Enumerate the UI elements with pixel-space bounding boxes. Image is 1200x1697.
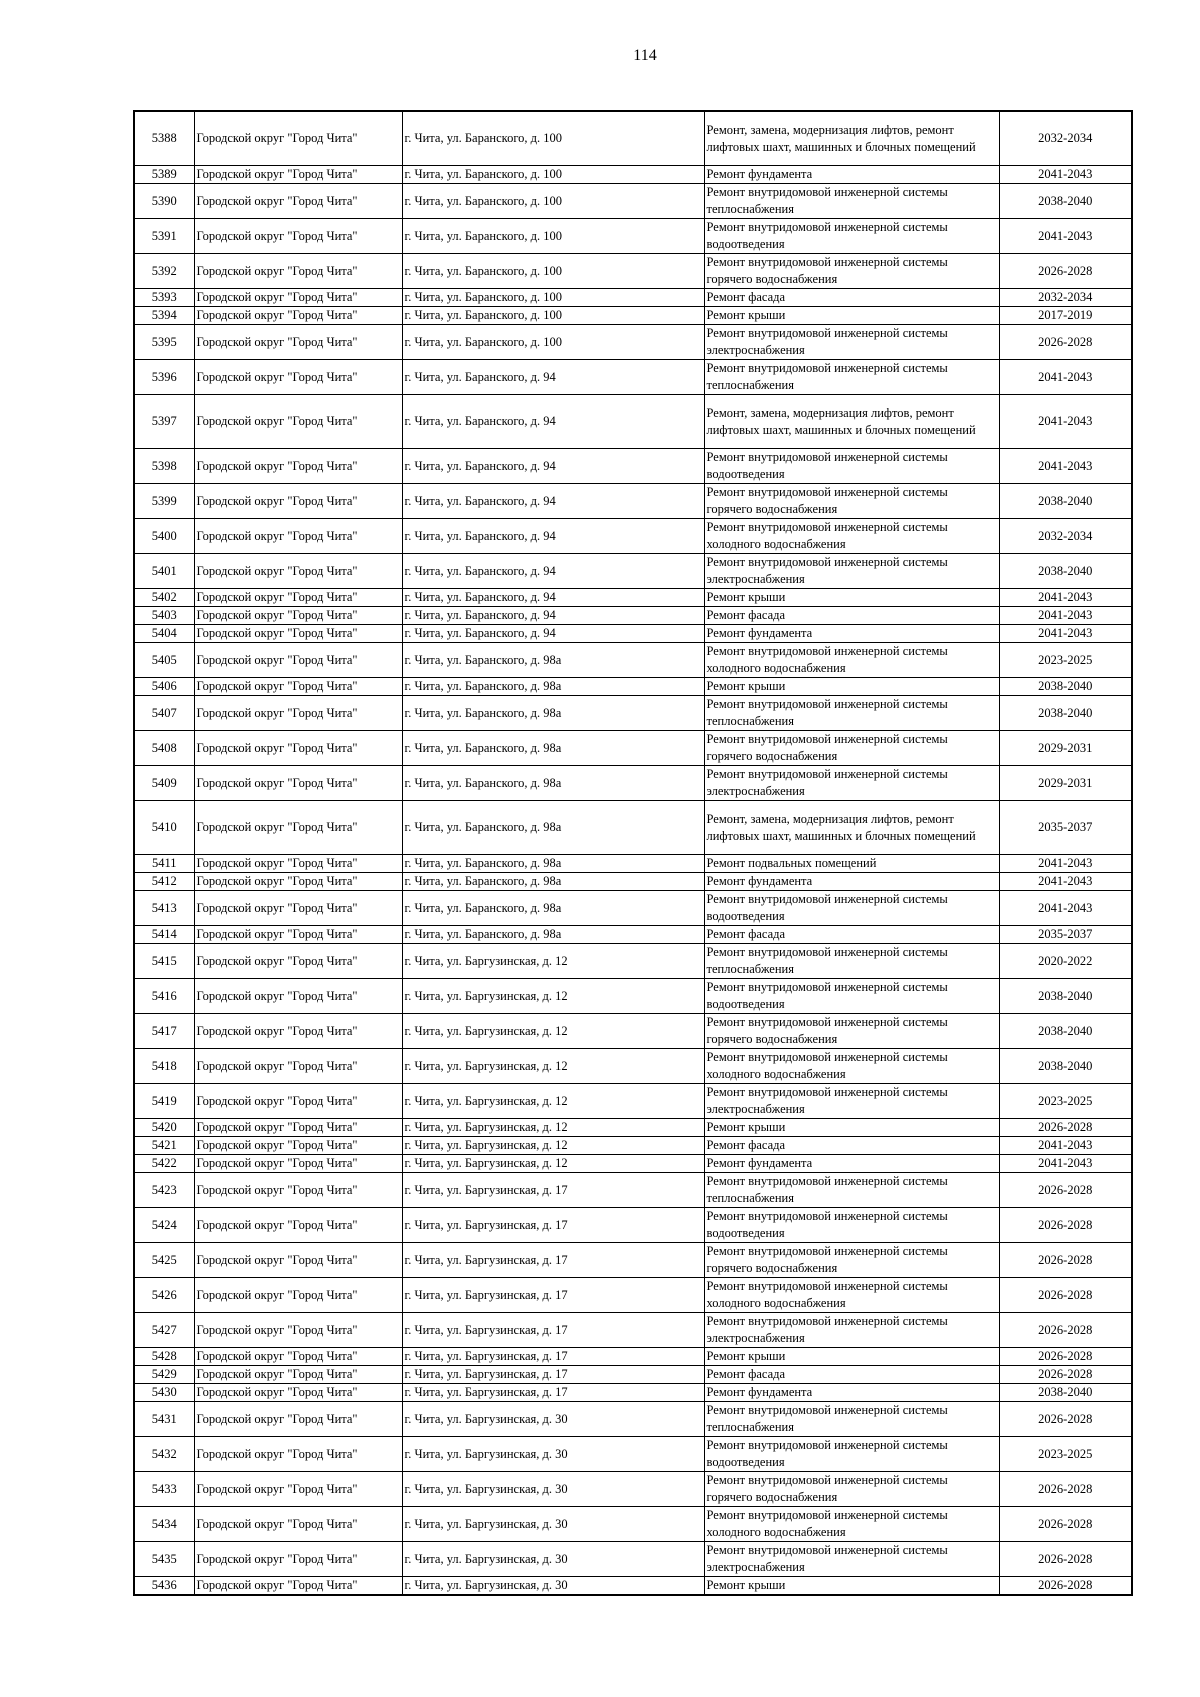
table-row — [134, 643, 1132, 678]
work-type-cell: Ремонт крыши — [704, 307, 999, 325]
municipality-cell: Городской округ "Город Чита" — [194, 1137, 402, 1155]
row-number: 5397 — [134, 395, 194, 449]
address-cell: г. Чита, ул. Баранского, д. 94 — [402, 449, 704, 484]
address-cell: г. Чита, ул. Баранского, д. 98а — [402, 731, 704, 766]
address-cell: г. Чита, ул. Баранского, д. 100 — [402, 325, 704, 360]
period-cell: 2041-2043 — [999, 360, 1132, 395]
address-cell: г. Чита, ул. Баргузинская, д. 12 — [402, 1137, 704, 1155]
municipality-cell: Городской округ "Город Чита" — [194, 1208, 402, 1243]
row-number: 5401 — [134, 554, 194, 589]
address-cell: г. Чита, ул. Баранского, д. 100 — [402, 289, 704, 307]
work-type-cell: Ремонт внутридомовой инженерной системы горячего водоснабжения — [704, 731, 999, 766]
row-number: 5421 — [134, 1137, 194, 1155]
row-number: 5407 — [134, 696, 194, 731]
address-cell: г. Чита, ул. Баранского, д. 94 — [402, 519, 704, 554]
work-type-cell: Ремонт, замена, модернизация лифтов, ремонт лифтовых шахт, машинных и блочных помещений — [704, 395, 999, 449]
table-row — [134, 855, 1132, 873]
municipality-cell: Городской округ "Город Чита" — [194, 1049, 402, 1084]
row-number: 5432 — [134, 1437, 194, 1472]
row-number: 5415 — [134, 944, 194, 979]
row-number: 5391 — [134, 219, 194, 254]
address-cell: г. Чита, ул. Баранского, д. 98а — [402, 643, 704, 678]
table-row — [134, 1402, 1132, 1437]
work-type-cell: Ремонт фасада — [704, 1366, 999, 1384]
table-row — [134, 1577, 1132, 1596]
row-number: 5423 — [134, 1173, 194, 1208]
work-type-cell: Ремонт фасада — [704, 926, 999, 944]
row-number: 5414 — [134, 926, 194, 944]
address-cell: г. Чита, ул. Баранского, д. 100 — [402, 184, 704, 219]
table-row — [134, 926, 1132, 944]
row-number: 5435 — [134, 1542, 194, 1577]
table-row — [134, 360, 1132, 395]
table-row — [134, 1173, 1132, 1208]
work-type-cell: Ремонт внутридомовой инженерной системы горячего водоснабжения — [704, 484, 999, 519]
work-type-cell: Ремонт внутридомовой инженерной системы водоотведения — [704, 979, 999, 1014]
table-row — [134, 944, 1132, 979]
table-row — [134, 484, 1132, 519]
address-cell: г. Чита, ул. Баранского, д. 100 — [402, 219, 704, 254]
table-row — [134, 1542, 1132, 1577]
period-cell: 2026-2028 — [999, 1577, 1132, 1596]
municipality-cell: Городской округ "Город Чита" — [194, 625, 402, 643]
address-cell: г. Чита, ул. Баргузинская, д. 17 — [402, 1384, 704, 1402]
address-cell: г. Чита, ул. Баранского, д. 98а — [402, 926, 704, 944]
municipality-cell: Городской округ "Город Чита" — [194, 219, 402, 254]
table-row — [134, 519, 1132, 554]
period-cell: 2020-2022 — [999, 944, 1132, 979]
address-cell: г. Чита, ул. Баранского, д. 100 — [402, 254, 704, 289]
municipality-cell: Городской округ "Город Чита" — [194, 1313, 402, 1348]
work-type-cell: Ремонт крыши — [704, 589, 999, 607]
row-number: 5418 — [134, 1049, 194, 1084]
row-number: 5431 — [134, 1402, 194, 1437]
municipality-cell: Городской округ "Город Чита" — [194, 1348, 402, 1366]
work-type-cell: Ремонт внутридомовой инженерной системы электроснабжения — [704, 325, 999, 360]
period-cell: 2026-2028 — [999, 254, 1132, 289]
work-type-cell: Ремонт, замена, модернизация лифтов, ремонт лифтовых шахт, машинных и блочных помещений — [704, 801, 999, 855]
work-type-cell: Ремонт внутридомовой инженерной системы горячего водоснабжения — [704, 1472, 999, 1507]
table-row — [134, 254, 1132, 289]
period-cell: 2038-2040 — [999, 979, 1132, 1014]
row-number: 5411 — [134, 855, 194, 873]
row-number: 5416 — [134, 979, 194, 1014]
period-cell: 2041-2043 — [999, 891, 1132, 926]
address-cell: г. Чита, ул. Баргузинская, д. 12 — [402, 1014, 704, 1049]
municipality-cell: Городской округ "Город Чита" — [194, 589, 402, 607]
address-cell: г. Чита, ул. Баранского, д. 94 — [402, 589, 704, 607]
address-cell: г. Чита, ул. Баранского, д. 100 — [402, 111, 704, 166]
address-cell: г. Чита, ул. Баранского, д. 100 — [402, 166, 704, 184]
address-cell: г. Чита, ул. Баранского, д. 98а — [402, 873, 704, 891]
row-number: 5409 — [134, 766, 194, 801]
period-cell: 2038-2040 — [999, 696, 1132, 731]
work-type-cell: Ремонт крыши — [704, 1119, 999, 1137]
row-number: 5436 — [134, 1577, 194, 1596]
table-row — [134, 979, 1132, 1014]
period-cell: 2029-2031 — [999, 731, 1132, 766]
municipality-cell: Городской округ "Город Чита" — [194, 1402, 402, 1437]
row-number: 5389 — [134, 166, 194, 184]
municipality-cell: Городской округ "Город Чита" — [194, 1119, 402, 1137]
period-cell: 2038-2040 — [999, 184, 1132, 219]
municipality-cell: Городской округ "Город Чита" — [194, 678, 402, 696]
table-row — [134, 289, 1132, 307]
table-row — [134, 625, 1132, 643]
work-type-cell: Ремонт фасада — [704, 1137, 999, 1155]
work-type-cell: Ремонт внутридомовой инженерной системы холодного водоснабжения — [704, 1507, 999, 1542]
work-type-cell: Ремонт внутридомовой инженерной системы электроснабжения — [704, 1084, 999, 1119]
work-type-cell: Ремонт внутридомовой инженерной системы теплоснабжения — [704, 360, 999, 395]
table-row — [134, 395, 1132, 449]
municipality-cell: Городской округ "Город Чита" — [194, 1084, 402, 1119]
period-cell: 2026-2028 — [999, 1119, 1132, 1137]
row-number: 5408 — [134, 731, 194, 766]
period-cell: 2026-2028 — [999, 1542, 1132, 1577]
address-cell: г. Чита, ул. Баранского, д. 94 — [402, 360, 704, 395]
table-row — [134, 1278, 1132, 1313]
address-cell: г. Чита, ул. Баргузинская, д. 12 — [402, 1049, 704, 1084]
municipality-cell: Городской округ "Город Чита" — [194, 1014, 402, 1049]
municipality-cell: Городской округ "Город Чита" — [194, 1472, 402, 1507]
municipality-cell: Городской округ "Город Чита" — [194, 184, 402, 219]
table-row — [134, 873, 1132, 891]
municipality-cell: Городской округ "Город Чита" — [194, 484, 402, 519]
row-number: 5422 — [134, 1155, 194, 1173]
municipality-cell: Городской округ "Город Чита" — [194, 1243, 402, 1278]
municipality-cell: Городской округ "Город Чита" — [194, 289, 402, 307]
address-cell: г. Чита, ул. Баргузинская, д. 17 — [402, 1208, 704, 1243]
municipality-cell: Городской округ "Город Чита" — [194, 944, 402, 979]
work-type-cell: Ремонт фасада — [704, 289, 999, 307]
municipality-cell: Городской округ "Город Чита" — [194, 873, 402, 891]
address-cell: г. Чита, ул. Баранского, д. 94 — [402, 625, 704, 643]
work-type-cell: Ремонт фундамента — [704, 1155, 999, 1173]
municipality-cell: Городской округ "Город Чита" — [194, 855, 402, 873]
row-number: 5424 — [134, 1208, 194, 1243]
table-row — [134, 589, 1132, 607]
address-cell: г. Чита, ул. Баранского, д. 98а — [402, 891, 704, 926]
table-row — [134, 1243, 1132, 1278]
period-cell: 2026-2028 — [999, 1243, 1132, 1278]
work-type-cell: Ремонт внутридомовой инженерной системы электроснабжения — [704, 1542, 999, 1577]
work-type-cell: Ремонт фундамента — [704, 1384, 999, 1402]
work-type-cell: Ремонт внутридомовой инженерной системы холодного водоснабжения — [704, 519, 999, 554]
row-number: 5410 — [134, 801, 194, 855]
period-cell: 2038-2040 — [999, 484, 1132, 519]
row-number: 5394 — [134, 307, 194, 325]
municipality-cell: Городской округ "Город Чита" — [194, 1384, 402, 1402]
row-number: 5398 — [134, 449, 194, 484]
table-row — [134, 1507, 1132, 1542]
address-cell: г. Чита, ул. Баргузинская, д. 17 — [402, 1173, 704, 1208]
municipality-cell: Городской округ "Город Чита" — [194, 801, 402, 855]
work-type-cell: Ремонт внутридомовой инженерной системы электроснабжения — [704, 766, 999, 801]
period-cell: 2026-2028 — [999, 1472, 1132, 1507]
period-cell: 2029-2031 — [999, 766, 1132, 801]
period-cell: 2026-2028 — [999, 1348, 1132, 1366]
period-cell: 2026-2028 — [999, 1507, 1132, 1542]
row-number: 5403 — [134, 607, 194, 625]
table-row — [134, 1366, 1132, 1384]
work-type-cell: Ремонт внутридомовой инженерной системы теплоснабжения — [704, 1402, 999, 1437]
table-row — [134, 449, 1132, 484]
work-type-cell: Ремонт внутридомовой инженерной системы теплоснабжения — [704, 1173, 999, 1208]
municipality-cell: Городской округ "Город Чита" — [194, 449, 402, 484]
table-row — [134, 766, 1132, 801]
period-cell: 2023-2025 — [999, 1084, 1132, 1119]
address-cell: г. Чита, ул. Баргузинская, д. 12 — [402, 1119, 704, 1137]
work-type-cell: Ремонт, замена, модернизация лифтов, ремонт лифтовых шахт, машинных и блочных помещений — [704, 111, 999, 166]
address-cell: г. Чита, ул. Баргузинская, д. 30 — [402, 1472, 704, 1507]
row-number: 5426 — [134, 1278, 194, 1313]
work-type-cell: Ремонт внутридомовой инженерной системы горячего водоснабжения — [704, 254, 999, 289]
row-number: 5412 — [134, 873, 194, 891]
municipality-cell: Городской округ "Город Чита" — [194, 891, 402, 926]
row-number: 5393 — [134, 289, 194, 307]
period-cell: 2041-2043 — [999, 1155, 1132, 1173]
work-type-cell: Ремонт крыши — [704, 1577, 999, 1596]
period-cell: 2032-2034 — [999, 289, 1132, 307]
row-number: 5392 — [134, 254, 194, 289]
table-row — [134, 184, 1132, 219]
address-cell: г. Чита, ул. Баргузинская, д. 30 — [402, 1507, 704, 1542]
row-number: 5402 — [134, 589, 194, 607]
row-number: 5434 — [134, 1507, 194, 1542]
municipality-cell: Городской округ "Город Чита" — [194, 360, 402, 395]
municipality-cell: Городской округ "Город Чита" — [194, 1173, 402, 1208]
municipality-cell: Городской округ "Город Чита" — [194, 926, 402, 944]
row-number: 5427 — [134, 1313, 194, 1348]
address-cell: г. Чита, ул. Баргузинская, д. 12 — [402, 944, 704, 979]
row-number: 5433 — [134, 1472, 194, 1507]
table-row — [134, 1049, 1132, 1084]
table-row — [134, 801, 1132, 855]
table-row — [134, 1014, 1132, 1049]
address-cell: г. Чита, ул. Баргузинская, д. 30 — [402, 1577, 704, 1596]
address-cell: г. Чита, ул. Баргузинская, д. 17 — [402, 1243, 704, 1278]
period-cell: 2041-2043 — [999, 625, 1132, 643]
municipality-cell: Городской округ "Город Чита" — [194, 643, 402, 678]
table-row — [134, 1384, 1132, 1402]
address-cell: г. Чита, ул. Баргузинская, д. 30 — [402, 1402, 704, 1437]
municipality-cell: Городской округ "Город Чита" — [194, 1542, 402, 1577]
work-type-cell: Ремонт внутридомовой инженерной системы теплоснабжения — [704, 184, 999, 219]
page-number: 114 — [633, 47, 657, 64]
address-cell: г. Чита, ул. Баргузинская, д. 30 — [402, 1437, 704, 1472]
work-type-cell: Ремонт внутридомовой инженерной системы электроснабжения — [704, 1313, 999, 1348]
period-cell: 2038-2040 — [999, 1384, 1132, 1402]
period-cell: 2017-2019 — [999, 307, 1132, 325]
period-cell: 2041-2043 — [999, 589, 1132, 607]
municipality-cell: Городской округ "Город Чита" — [194, 696, 402, 731]
address-cell: г. Чита, ул. Баргузинская, д. 30 — [402, 1542, 704, 1577]
period-cell: 2041-2043 — [999, 855, 1132, 873]
work-type-cell: Ремонт внутридомовой инженерной системы теплоснабжения — [704, 696, 999, 731]
municipality-cell: Городской округ "Город Чита" — [194, 1437, 402, 1472]
municipality-cell: Городской округ "Город Чита" — [194, 254, 402, 289]
address-cell: г. Чита, ул. Баранского, д. 98а — [402, 766, 704, 801]
work-type-cell: Ремонт крыши — [704, 678, 999, 696]
row-number: 5404 — [134, 625, 194, 643]
row-number: 5390 — [134, 184, 194, 219]
work-type-cell: Ремонт внутридомовой инженерной системы водоотведения — [704, 219, 999, 254]
period-cell: 2023-2025 — [999, 1437, 1132, 1472]
row-number: 5388 — [134, 111, 194, 166]
address-cell: г. Чита, ул. Баранского, д. 94 — [402, 395, 704, 449]
period-cell: 2041-2043 — [999, 449, 1132, 484]
address-cell: г. Чита, ул. Баранского, д. 100 — [402, 307, 704, 325]
period-cell: 2041-2043 — [999, 395, 1132, 449]
municipality-cell: Городской округ "Город Чита" — [194, 166, 402, 184]
work-type-cell: Ремонт внутридомовой инженерной системы водоотведения — [704, 891, 999, 926]
period-cell: 2038-2040 — [999, 678, 1132, 696]
work-type-cell: Ремонт фундамента — [704, 873, 999, 891]
municipality-cell: Городской округ "Город Чита" — [194, 1577, 402, 1596]
municipality-cell: Городской округ "Город Чита" — [194, 1507, 402, 1542]
work-type-cell: Ремонт внутридомовой инженерной системы горячего водоснабжения — [704, 1014, 999, 1049]
period-cell: 2026-2028 — [999, 1402, 1132, 1437]
address-cell: г. Чита, ул. Баргузинская, д. 12 — [402, 1155, 704, 1173]
row-number: 5425 — [134, 1243, 194, 1278]
table-row — [134, 307, 1132, 325]
municipality-cell: Городской округ "Город Чита" — [194, 325, 402, 360]
table-row — [134, 607, 1132, 625]
address-cell: г. Чита, ул. Баранского, д. 94 — [402, 484, 704, 519]
table-row — [134, 1119, 1132, 1137]
row-number: 5420 — [134, 1119, 194, 1137]
table-row — [134, 219, 1132, 254]
row-number: 5413 — [134, 891, 194, 926]
row-number: 5419 — [134, 1084, 194, 1119]
work-type-cell: Ремонт внутридомовой инженерной системы холодного водоснабжения — [704, 1278, 999, 1313]
period-cell: 2038-2040 — [999, 554, 1132, 589]
table-row — [134, 111, 1132, 166]
row-number: 5430 — [134, 1384, 194, 1402]
work-type-cell: Ремонт внутридомовой инженерной системы горячего водоснабжения — [704, 1243, 999, 1278]
work-type-cell: Ремонт внутридомовой инженерной системы электроснабжения — [704, 554, 999, 589]
row-number: 5399 — [134, 484, 194, 519]
period-cell: 2032-2034 — [999, 111, 1132, 166]
address-cell: г. Чита, ул. Баргузинская, д. 17 — [402, 1278, 704, 1313]
table-row — [134, 554, 1132, 589]
table-row — [134, 1155, 1132, 1173]
period-cell: 2041-2043 — [999, 1137, 1132, 1155]
municipality-cell: Городской округ "Город Чита" — [194, 607, 402, 625]
row-number: 5405 — [134, 643, 194, 678]
work-type-cell: Ремонт внутридомовой инженерной системы водоотведения — [704, 449, 999, 484]
address-cell: г. Чита, ул. Баранского, д. 98а — [402, 801, 704, 855]
table-row — [134, 1472, 1132, 1507]
work-type-cell: Ремонт фасада — [704, 607, 999, 625]
work-type-cell: Ремонт подвальных помещений — [704, 855, 999, 873]
period-cell: 2035-2037 — [999, 926, 1132, 944]
period-cell: 2041-2043 — [999, 873, 1132, 891]
municipality-cell: Городской округ "Город Чита" — [194, 111, 402, 166]
table-row — [134, 1208, 1132, 1243]
period-cell: 2041-2043 — [999, 607, 1132, 625]
table-row — [134, 1348, 1132, 1366]
municipality-cell: Городской округ "Город Чита" — [194, 1366, 402, 1384]
table-row — [134, 696, 1132, 731]
period-cell: 2023-2025 — [999, 643, 1132, 678]
table-body — [134, 111, 1132, 1595]
address-cell: г. Чита, ул. Баранского, д. 98а — [402, 855, 704, 873]
period-cell: 2038-2040 — [999, 1049, 1132, 1084]
table-row — [134, 1313, 1132, 1348]
work-type-cell: Ремонт внутридомовой инженерной системы водоотведения — [704, 1208, 999, 1243]
period-cell: 2038-2040 — [999, 1014, 1132, 1049]
address-cell: г. Чита, ул. Баргузинская, д. 17 — [402, 1313, 704, 1348]
row-number: 5400 — [134, 519, 194, 554]
row-number: 5406 — [134, 678, 194, 696]
period-cell: 2041-2043 — [999, 166, 1132, 184]
table-row — [134, 166, 1132, 184]
period-cell: 2026-2028 — [999, 1278, 1132, 1313]
work-type-cell: Ремонт внутридомовой инженерной системы теплоснабжения — [704, 944, 999, 979]
table-row — [134, 1137, 1132, 1155]
municipality-cell: Городской округ "Город Чита" — [194, 766, 402, 801]
row-number: 5396 — [134, 360, 194, 395]
municipality-cell: Городской округ "Город Чита" — [194, 554, 402, 589]
row-number: 5428 — [134, 1348, 194, 1366]
work-type-cell: Ремонт фундамента — [704, 166, 999, 184]
table-row — [134, 325, 1132, 360]
row-number: 5429 — [134, 1366, 194, 1384]
work-type-cell: Ремонт крыши — [704, 1348, 999, 1366]
address-cell: г. Чита, ул. Баргузинская, д. 17 — [402, 1366, 704, 1384]
table-row — [134, 731, 1132, 766]
address-cell: г. Чита, ул. Баргузинская, д. 12 — [402, 979, 704, 1014]
period-cell: 2041-2043 — [999, 219, 1132, 254]
work-type-cell: Ремонт внутридомовой инженерной системы холодного водоснабжения — [704, 1049, 999, 1084]
period-cell: 2026-2028 — [999, 1366, 1132, 1384]
table-row — [134, 1084, 1132, 1119]
period-cell: 2026-2028 — [999, 1173, 1132, 1208]
table-row — [134, 1437, 1132, 1472]
table-row — [134, 678, 1132, 696]
work-type-cell: Ремонт внутридомовой инженерной системы водоотведения — [704, 1437, 999, 1472]
work-type-cell: Ремонт внутридомовой инженерной системы холодного водоснабжения — [704, 643, 999, 678]
municipality-cell: Городской округ "Город Чита" — [194, 519, 402, 554]
period-cell: 2035-2037 — [999, 801, 1132, 855]
address-cell: г. Чита, ул. Баранского, д. 98а — [402, 696, 704, 731]
period-cell: 2026-2028 — [999, 325, 1132, 360]
period-cell: 2026-2028 — [999, 1313, 1132, 1348]
table-row — [134, 891, 1132, 926]
repair-schedule-table — [133, 110, 1133, 1596]
municipality-cell: Городской округ "Город Чита" — [194, 395, 402, 449]
period-cell: 2026-2028 — [999, 1208, 1132, 1243]
row-number: 5417 — [134, 1014, 194, 1049]
municipality-cell: Городской округ "Город Чита" — [194, 1278, 402, 1313]
address-cell: г. Чита, ул. Баранского, д. 94 — [402, 554, 704, 589]
address-cell: г. Чита, ул. Баранского, д. 98а — [402, 678, 704, 696]
period-cell: 2032-2034 — [999, 519, 1132, 554]
municipality-cell: Городской округ "Город Чита" — [194, 1155, 402, 1173]
work-type-cell: Ремонт фундамента — [704, 625, 999, 643]
municipality-cell: Городской округ "Город Чита" — [194, 979, 402, 1014]
address-cell: г. Чита, ул. Баргузинская, д. 17 — [402, 1348, 704, 1366]
address-cell: г. Чита, ул. Баргузинская, д. 12 — [402, 1084, 704, 1119]
row-number: 5395 — [134, 325, 194, 360]
address-cell: г. Чита, ул. Баранского, д. 94 — [402, 607, 704, 625]
municipality-cell: Городской округ "Город Чита" — [194, 731, 402, 766]
municipality-cell: Городской округ "Город Чита" — [194, 307, 402, 325]
